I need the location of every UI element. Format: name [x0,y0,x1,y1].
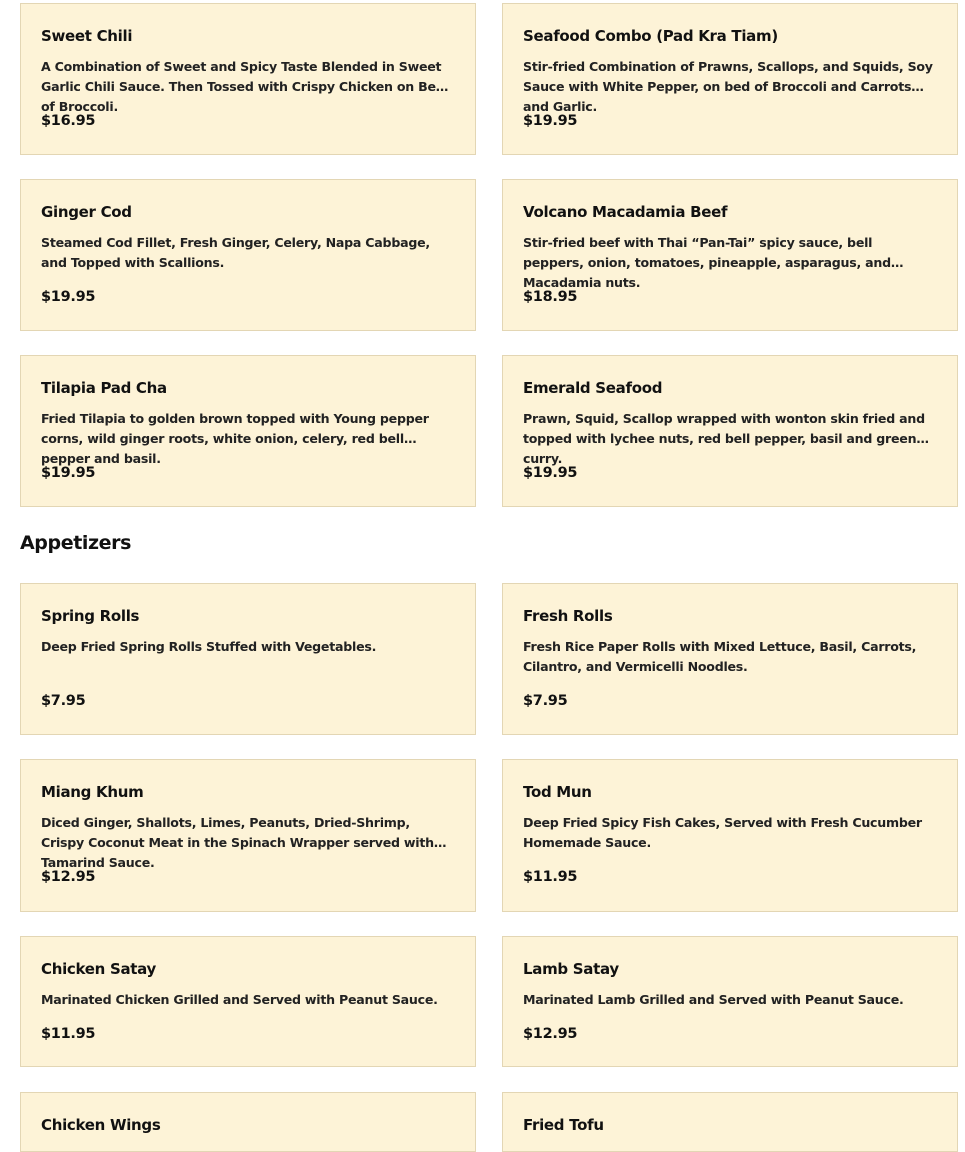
menu-item-description: A Combination of Sweet and Spicy Taste Blended in Sweet Garlic Chili Sauce. Then Tossed with Crispy Chicken on Bed of Broccoli. [41,59,445,114]
menu-item-card[interactable] [20,355,476,507]
menu-item-card[interactable] [20,1092,476,1152]
menu-item-card[interactable] [20,3,476,155]
menu-item-price: $19.95 [523,465,578,481]
menu-item-name: Volcano Macadamia Beef [523,203,728,221]
menu-item-price: $18.95 [523,289,578,305]
menu-item-name: Emerald Seafood [523,379,663,397]
menu-item-description: Deep Fried Spring Rolls Stuffed with Vegetables. [41,639,377,654]
menu-item-name: Tilapia Pad Cha [41,379,167,397]
menu-item-name: Spring Rolls [41,607,140,625]
menu-item-name: Chicken Wings [41,1116,161,1134]
menu-item-description: Fresh Rice Paper Rolls with Mixed Lettuce, Basil, Carrots, Cilantro, and Vermicelli Noodles. [523,639,917,674]
section-title-appetizers: Appetizers [20,532,132,554]
menu-item-card[interactable] [502,355,958,507]
menu-item-card[interactable] [20,583,476,735]
menu-item-name: Fresh Rolls [523,607,613,625]
menu-item-description: Steamed Cod Fillet, Fresh Ginger, Celery, Napa Cabbage, and Topped with Scallions. [41,235,430,270]
menu-item-card[interactable] [502,936,958,1067]
menu-item-card[interactable] [502,1092,958,1152]
menu-item-description: Stir-fried Combination of Prawns, Scallops, and Squids, Soy Sauce with White Pepper, on bed of Broccoli and Carrots and Garlic. [523,59,933,114]
menu-item-price: $12.95 [41,869,96,885]
menu-item-description: Diced Ginger, Shallots, Limes, Peanuts, Dried-Shrimp, Crispy Coconut Meat in the Spinach Wrapper served with Tamarind Sauce. [41,815,434,870]
menu-item-price: $19.95 [523,113,578,129]
menu-item-card[interactable] [502,759,958,912]
menu-item-description: Marinated Chicken Grilled and Served with Peanut Sauce. [41,992,438,1007]
menu-item-description: Marinated Lamb Grilled and Served with Peanut Sauce. [523,992,904,1007]
menu-item-description: Deep Fried Spicy Fish Cakes, Served with Fresh Cucumber Homemade Sauce. [523,815,922,850]
menu-item-price: $19.95 [41,289,96,305]
menu-item-description: Fried Tilapia to golden brown topped with Young pepper corns, wild ginger roots, white onion, celery, red bell pepper and basil. [41,411,429,466]
menu-item-card[interactable] [502,583,958,735]
menu-item-name: Ginger Cod [41,203,132,221]
menu-item-name: Tod Mun [523,783,592,801]
menu-item-name: Chicken Satay [41,960,157,978]
menu-item-price: $19.95 [41,465,96,481]
menu-item-card[interactable] [20,759,476,912]
menu-item-card[interactable] [20,936,476,1067]
menu-item-card[interactable] [20,179,476,331]
menu-item-price: $11.95 [523,869,578,885]
menu-item-price: $7.95 [41,693,86,709]
menu-item-name: Sweet Chili [41,27,133,45]
menu-item-description: Stir-fried beef with Thai “Pan-Tai” spicy sauce, bell peppers, onion, tomatoes, pineapple, asparagus, and Macadamia nuts. [523,235,891,290]
menu-item-name: Miang Khum [41,783,144,801]
menu-item-card[interactable] [502,3,958,155]
menu-item-description: Prawn, Squid, Scallop wrapped with wonton skin fried and topped with lychee nuts, red bell pepper, basil and green curry. [523,411,925,466]
menu-item-name: Lamb Satay [523,960,619,978]
menu-item-price: $16.95 [41,113,96,129]
menu-item-price: $7.95 [523,693,568,709]
menu-item-name: Fried Tofu [523,1116,604,1134]
menu-item-price: $11.95 [41,1026,96,1042]
menu-item-card[interactable] [502,179,958,331]
menu-item-name: Seafood Combo (Pad Kra Tiam) [523,27,778,45]
menu-item-price: $12.95 [523,1026,578,1042]
